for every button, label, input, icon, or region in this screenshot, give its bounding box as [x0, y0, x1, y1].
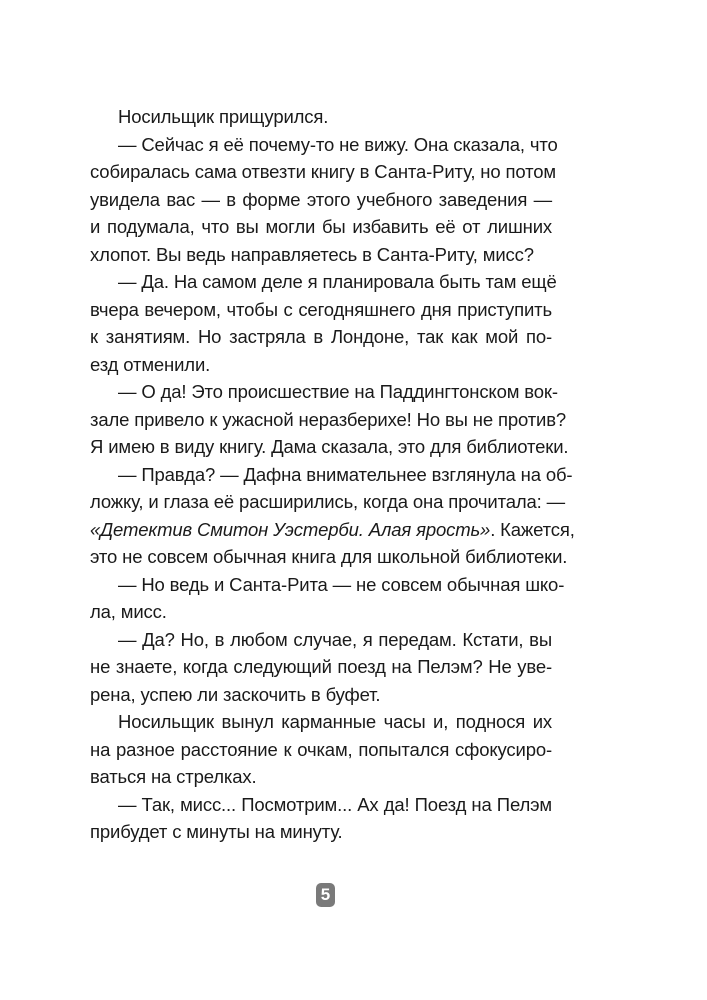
text-line: Носильщик прищурился. — [118, 106, 329, 127]
text-line: езд отменили. — [90, 353, 211, 375]
body-text — [90, 103, 575, 846]
text-line: хлопот. Вы ведь направляетесь в Санта-Риту, мисс? — [90, 243, 534, 265]
text-line: рена, успею ли заскочить в буфет. — [90, 683, 381, 705]
page-number-badge: 5 — [316, 883, 335, 907]
text-line: прибудет с минуты на минуту. — [90, 821, 343, 842]
text-line: ваться на стрелках. — [90, 766, 257, 787]
text-line: — Так, мисс... Посмотрим... Ах да! Поезд на Пелэм — [118, 793, 552, 815]
text-line: — Да? Но, в любом случае, я передам. Кстати, вы — [118, 628, 552, 650]
text-line: — Правда? — Дафна внимательнее взглянула на об- — [118, 463, 573, 485]
text-line: к занятиям. Но застряла в Лондоне, так как мой по- — [90, 326, 552, 347]
text-line: на разное расстояние к очкам, попытался сфокусиро- — [90, 738, 552, 760]
text-line: не знаете, когда следующий поезд на Пелэм? Не уве- — [90, 656, 552, 677]
text-line: — Сейчас я её почему-то не вижу. Она сказала, что — [118, 133, 558, 155]
text-line: — Да. На самом деле я планировала быть там ещё — [118, 271, 557, 292]
text-line: Я имею в виду книгу. Дама сказала, это для библиотеки. — [90, 436, 569, 457]
text-line: — Но ведь и Санта-Рита — не совсем обычная шко- — [118, 573, 565, 595]
text-line: вчера вечером, чтобы с сегодняшнего дня приступить — [90, 298, 552, 320]
book-title: «Детектив Смитон Уэстерби. Алая ярость» — [90, 518, 491, 540]
text-line: — О да! Это происшествие на Паддингтонском вок- — [118, 381, 558, 402]
text-line: собиралась сама отвезти книгу в Санта-Риту, но потом — [90, 161, 556, 182]
text-line: увидела вас — в форме этого учебного заведения — — [90, 188, 552, 210]
text-line: зале привело к ужасной неразберихе! Но вы не против? — [90, 408, 567, 430]
text-fragment: . Кажется, — [490, 518, 575, 540]
text-line: и подумала, что вы могли бы избавить её от лишних — [90, 216, 552, 237]
text-line: Носильщик вынул карманные часы и, поднося их — [118, 711, 552, 732]
text-line: это не совсем обычная книга для школьной библиотеки. — [90, 546, 568, 567]
text-line: ла, мисс. — [90, 601, 167, 622]
text-line — [90, 516, 575, 544]
text-line: ложку, и глаза её расширились, когда она прочитала: — — [90, 491, 565, 512]
